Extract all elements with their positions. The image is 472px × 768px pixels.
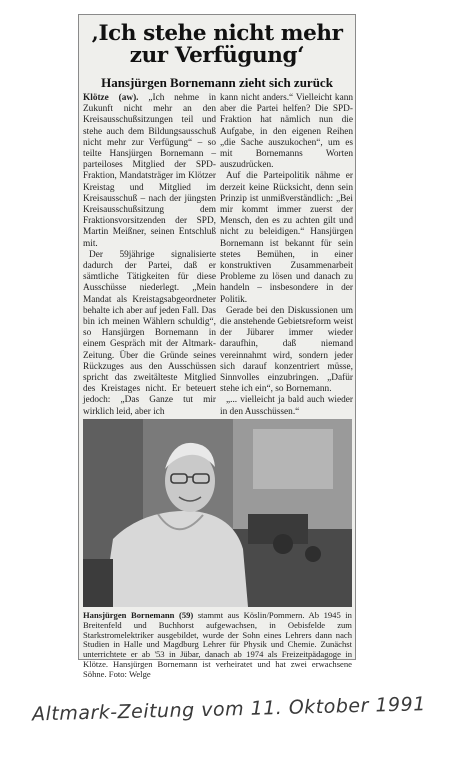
paragraph-text: „Ich nehme in Zukunft nicht mehr an den Kreisausschußsitzungen teil und stehe auch dem Bildungsausschuß nicht mehr zur Verfügung“ – so teilte Hansjürgen Bornemann – parteiloses Mitglied der SPD-Fraktion, Mandatsträger im Klötzer Kreistag und Mitglied im Kreisausschuß – nach der jüngsten Kreisausschußsitzung dem Fraktionsvorsitzenden der SPD, Martin Meißner, seinen Entschluß mit. [83, 93, 216, 249]
headline: ‚Ich stehe nicht mehr zur Verfügung‘ [91, 21, 343, 68]
newspaper-clipping [78, 14, 356, 679]
dateline: Klötze (aw). [83, 93, 139, 103]
article-paragraph: Auf die Parteipolitik nähme er derzeit keine Rücksicht, denn sein Prinzip ist unmißverständlich: „Bei mir kommt immer zuerst der Mensch, den es zu achten gilt und nicht zu beleidigen.“ Hansjürgen Bornemann ist bekannt für sein stetes Bemühen, in einer konstruktiven Zusammenarbeit Probleme zu lösen und danach zu handeln – insbesondere in der Politik. [220, 171, 353, 305]
caption-name: Hansjürgen Bornemann (59) [83, 610, 194, 620]
article-column-left [83, 93, 216, 417]
portrait-photo-image [83, 419, 352, 607]
caption-text: stammt aus Köslin/Pommern. Ab 1945 in Breitenfeld und Buchhorst aufgewachsen, in Oebisfelde zum Starkstromelektriker ausgebildet, wurde der Sohn eines Lehrers dann nach Studien in Halle und Magdburg Lehrer für Physik und Chemie. Zunächst unterrichtete er ab '53 in Jübar, danach ab 1974 als Freizeitpädagoge in Klötze. Hansjürgen Bornemann ist verheiratet und hat zwei erwachsene Söhne. [83, 610, 352, 679]
article-paragraph: Der 59jährige signalisierte dadurch der Partei, daß er sämtliche Tätigkeiten für diese Ausschüsse niederlegt. „Mein Mandat als Kreistagsabgeordneter behalte ich aber auf jeden Fall. Das bin ich meinen Wählern schuldig“, so Hansjürgen Bornemann in einem Gespräch mit der Altmark-Zeitung. Über die Gründe seines Rückzuges aus den Ausschüssen spricht das zweitälteste Mitglied des Kreistages nicht. Er beteuert jedoch: „Das Ganze tut mir wirklich leid, aber ich [83, 249, 216, 417]
portrait-photo [83, 419, 352, 607]
handwritten-source-note: Altmark-Zeitung vom 11. Oktober 1991 [31, 693, 427, 726]
article-paragraph: kann nicht anders.“ Vielleicht kann aber die Partei helfen? Die SPD-Fraktion hat nämlich nun die Aufgabe, in den eigenen Reihen „die Sache auszukochen“, um es mit Bornemanns Worten auszudrücken. [220, 93, 353, 171]
article-paragraph: Gerade bei den Diskussionen um die anstehende Gebietsreform weist der Jübarer immer wieder daraufhin, daß niemand vereinnahmt wird, sondern jeder sich darauf konzentriert müsse, Sinnvolles einzubringen. „Dafür stehe ich ein“, so Bornemann. [220, 305, 353, 395]
article-paragraph [83, 93, 216, 250]
article-column-right [220, 93, 353, 417]
article-paragraph: „... vielleicht ja bald auch wieder in den Ausschüssen.“ [220, 395, 353, 417]
photo-credit: Foto: Welge [108, 668, 151, 679]
subheadline: Hansjürgen Bornemann zieht sich zurück [101, 75, 333, 90]
photo-caption [83, 611, 352, 680]
